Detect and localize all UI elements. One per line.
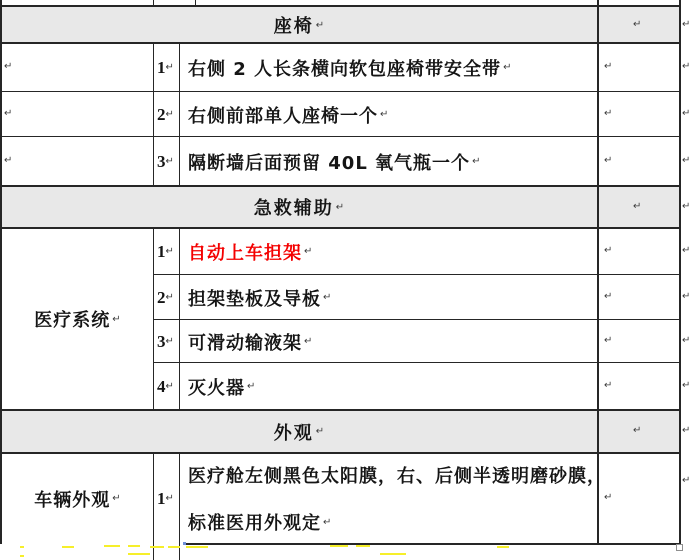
paragraph-mark: ↵ xyxy=(503,62,512,73)
item-text: 右侧前部单人座椅一个 xyxy=(188,105,378,127)
row-end-mark: ↵ xyxy=(682,19,691,30)
spellcheck-underline xyxy=(20,546,24,548)
spellcheck-underline xyxy=(20,555,24,557)
row-number: 3 xyxy=(157,331,166,351)
table-resize-handle[interactable] xyxy=(676,544,683,551)
item-cell-line1[interactable] xyxy=(188,461,606,489)
paragraph-mark: ↵ xyxy=(315,19,325,31)
paragraph-mark: ↵ xyxy=(165,246,174,257)
value-cell-mark: ↵ xyxy=(604,335,613,346)
row-number-cell[interactable] xyxy=(152,453,179,544)
table-border xyxy=(183,543,681,545)
value-cell-mark: ↵ xyxy=(604,108,613,119)
row-end-mark: ↵ xyxy=(682,380,691,391)
row-number-cell[interactable] xyxy=(152,363,179,410)
value-cell-mark: ↵ xyxy=(633,425,642,436)
row-number: 4 xyxy=(157,376,166,396)
row-end-mark: ↵ xyxy=(682,335,691,346)
spellcheck-underline xyxy=(150,546,164,548)
row-number-cell[interactable] xyxy=(152,320,179,363)
row-number: 2 xyxy=(157,104,166,124)
row-end-mark: ↵ xyxy=(682,201,691,212)
cursor-dot xyxy=(183,542,186,545)
item-cell[interactable] xyxy=(188,43,592,92)
row-end-mark: ↵ xyxy=(682,475,691,486)
category-label: 医疗系统 xyxy=(34,310,111,331)
item-cell[interactable] xyxy=(188,275,592,320)
spellcheck-underline xyxy=(62,546,74,548)
section-header-exterior[interactable] xyxy=(0,410,598,453)
row-end-mark: ↵ xyxy=(682,245,691,256)
category-cell-medical-system[interactable] xyxy=(2,228,153,410)
empty-cell-mark: ↵ xyxy=(4,155,13,166)
row-number: 1 xyxy=(157,57,166,77)
paragraph-mark: ↵ xyxy=(165,109,174,120)
row-end-mark: ↵ xyxy=(682,108,691,119)
section-header-first-aid[interactable] xyxy=(0,186,598,228)
spellcheck-underline xyxy=(497,546,509,548)
row-number: 1 xyxy=(157,488,166,508)
row-number-cell[interactable] xyxy=(152,275,179,320)
row-number-cell[interactable] xyxy=(152,43,179,92)
spellcheck-underline xyxy=(186,546,208,548)
item-cell[interactable] xyxy=(188,363,592,410)
item-cell[interactable] xyxy=(188,92,592,137)
item-text: 标准医用外观定 xyxy=(188,513,321,534)
empty-cell-mark: ↵ xyxy=(4,108,13,119)
value-cell-mark: ↵ xyxy=(633,19,642,30)
value-cell-mark: ↵ xyxy=(604,380,613,391)
item-text: 隔断墙后面预留 40L 氧气瓶一个 xyxy=(188,152,471,174)
section-header-label: 外观 xyxy=(273,422,314,444)
paragraph-mark: ↵ xyxy=(165,62,174,73)
row-end-mark: ↵ xyxy=(682,155,691,166)
item-text: 担架垫板及导板 xyxy=(188,288,321,310)
paragraph-mark: ↵ xyxy=(315,426,325,437)
spellcheck-underline xyxy=(104,545,120,547)
row-end-mark: ↵ xyxy=(682,61,691,72)
paragraph-mark: ↵ xyxy=(165,381,174,392)
row-end-mark: ↵ xyxy=(682,425,691,436)
section-header-seats[interactable] xyxy=(0,7,598,43)
value-cell-mark: ↵ xyxy=(604,291,613,302)
paragraph-mark: ↵ xyxy=(112,493,121,504)
row-number-cell[interactable] xyxy=(152,137,179,186)
paragraph-mark: ↵ xyxy=(165,292,174,303)
item-text: 医疗舱左侧黑色太阳膜，右、后侧半透明磨砂膜， xyxy=(188,466,606,487)
row-end-mark: ↵ xyxy=(682,291,691,302)
item-text: 可滑动输液架 xyxy=(188,332,302,354)
row-number-cell[interactable] xyxy=(152,92,179,137)
spellcheck-underline xyxy=(356,545,370,547)
paragraph-mark: ↵ xyxy=(247,381,256,392)
paragraph-mark: ↵ xyxy=(304,336,313,347)
value-cell-mark: ↵ xyxy=(604,245,613,256)
item-cell[interactable] xyxy=(188,320,592,363)
paragraph-mark: ↵ xyxy=(323,516,332,528)
table-border xyxy=(179,43,180,186)
spellcheck-underline xyxy=(128,545,140,547)
paragraph-mark: ↵ xyxy=(165,336,174,347)
paragraph-mark: ↵ xyxy=(323,292,332,303)
row-number: 2 xyxy=(157,287,166,307)
paragraph-mark: ↵ xyxy=(165,493,174,504)
spellcheck-underline xyxy=(330,545,348,547)
category-label: 车辆外观 xyxy=(34,489,111,511)
item-text-red: 自动上车担架 xyxy=(188,242,302,264)
category-cell-vehicle-exterior[interactable] xyxy=(2,453,153,544)
item-cell-highlighted[interactable] xyxy=(188,228,592,275)
item-text: 灭火器 xyxy=(188,377,245,399)
item-cell-line2[interactable] xyxy=(188,508,600,536)
value-cell-mark: ↵ xyxy=(633,201,642,212)
paragraph-mark: ↵ xyxy=(304,246,313,257)
item-cell[interactable] xyxy=(188,137,592,186)
row-number: 3 xyxy=(157,151,166,171)
paragraph-mark: ↵ xyxy=(112,313,121,325)
paragraph-mark: ↵ xyxy=(380,109,389,120)
row-number-cell[interactable] xyxy=(152,228,179,275)
section-header-label: 急救辅助 xyxy=(253,198,334,219)
item-text: 右侧 2 人长条横向软包座椅带安全带 xyxy=(188,58,502,80)
paragraph-mark: ↵ xyxy=(165,156,174,167)
spellcheck-underline xyxy=(168,546,180,548)
row-number: 1 xyxy=(157,241,166,261)
empty-cell-mark: ↵ xyxy=(4,61,13,72)
table-border xyxy=(179,453,180,560)
value-cell-mark: ↵ xyxy=(604,155,613,166)
table-border xyxy=(679,0,681,544)
section-header-label: 座椅 xyxy=(273,16,314,37)
spellcheck-underline xyxy=(128,553,150,555)
value-cell-mark: ↵ xyxy=(604,61,613,72)
paragraph-mark: ↵ xyxy=(335,201,345,213)
value-cell-mark: ↵ xyxy=(604,492,613,503)
paragraph-mark: ↵ xyxy=(472,156,481,167)
spellcheck-underline xyxy=(380,553,406,555)
